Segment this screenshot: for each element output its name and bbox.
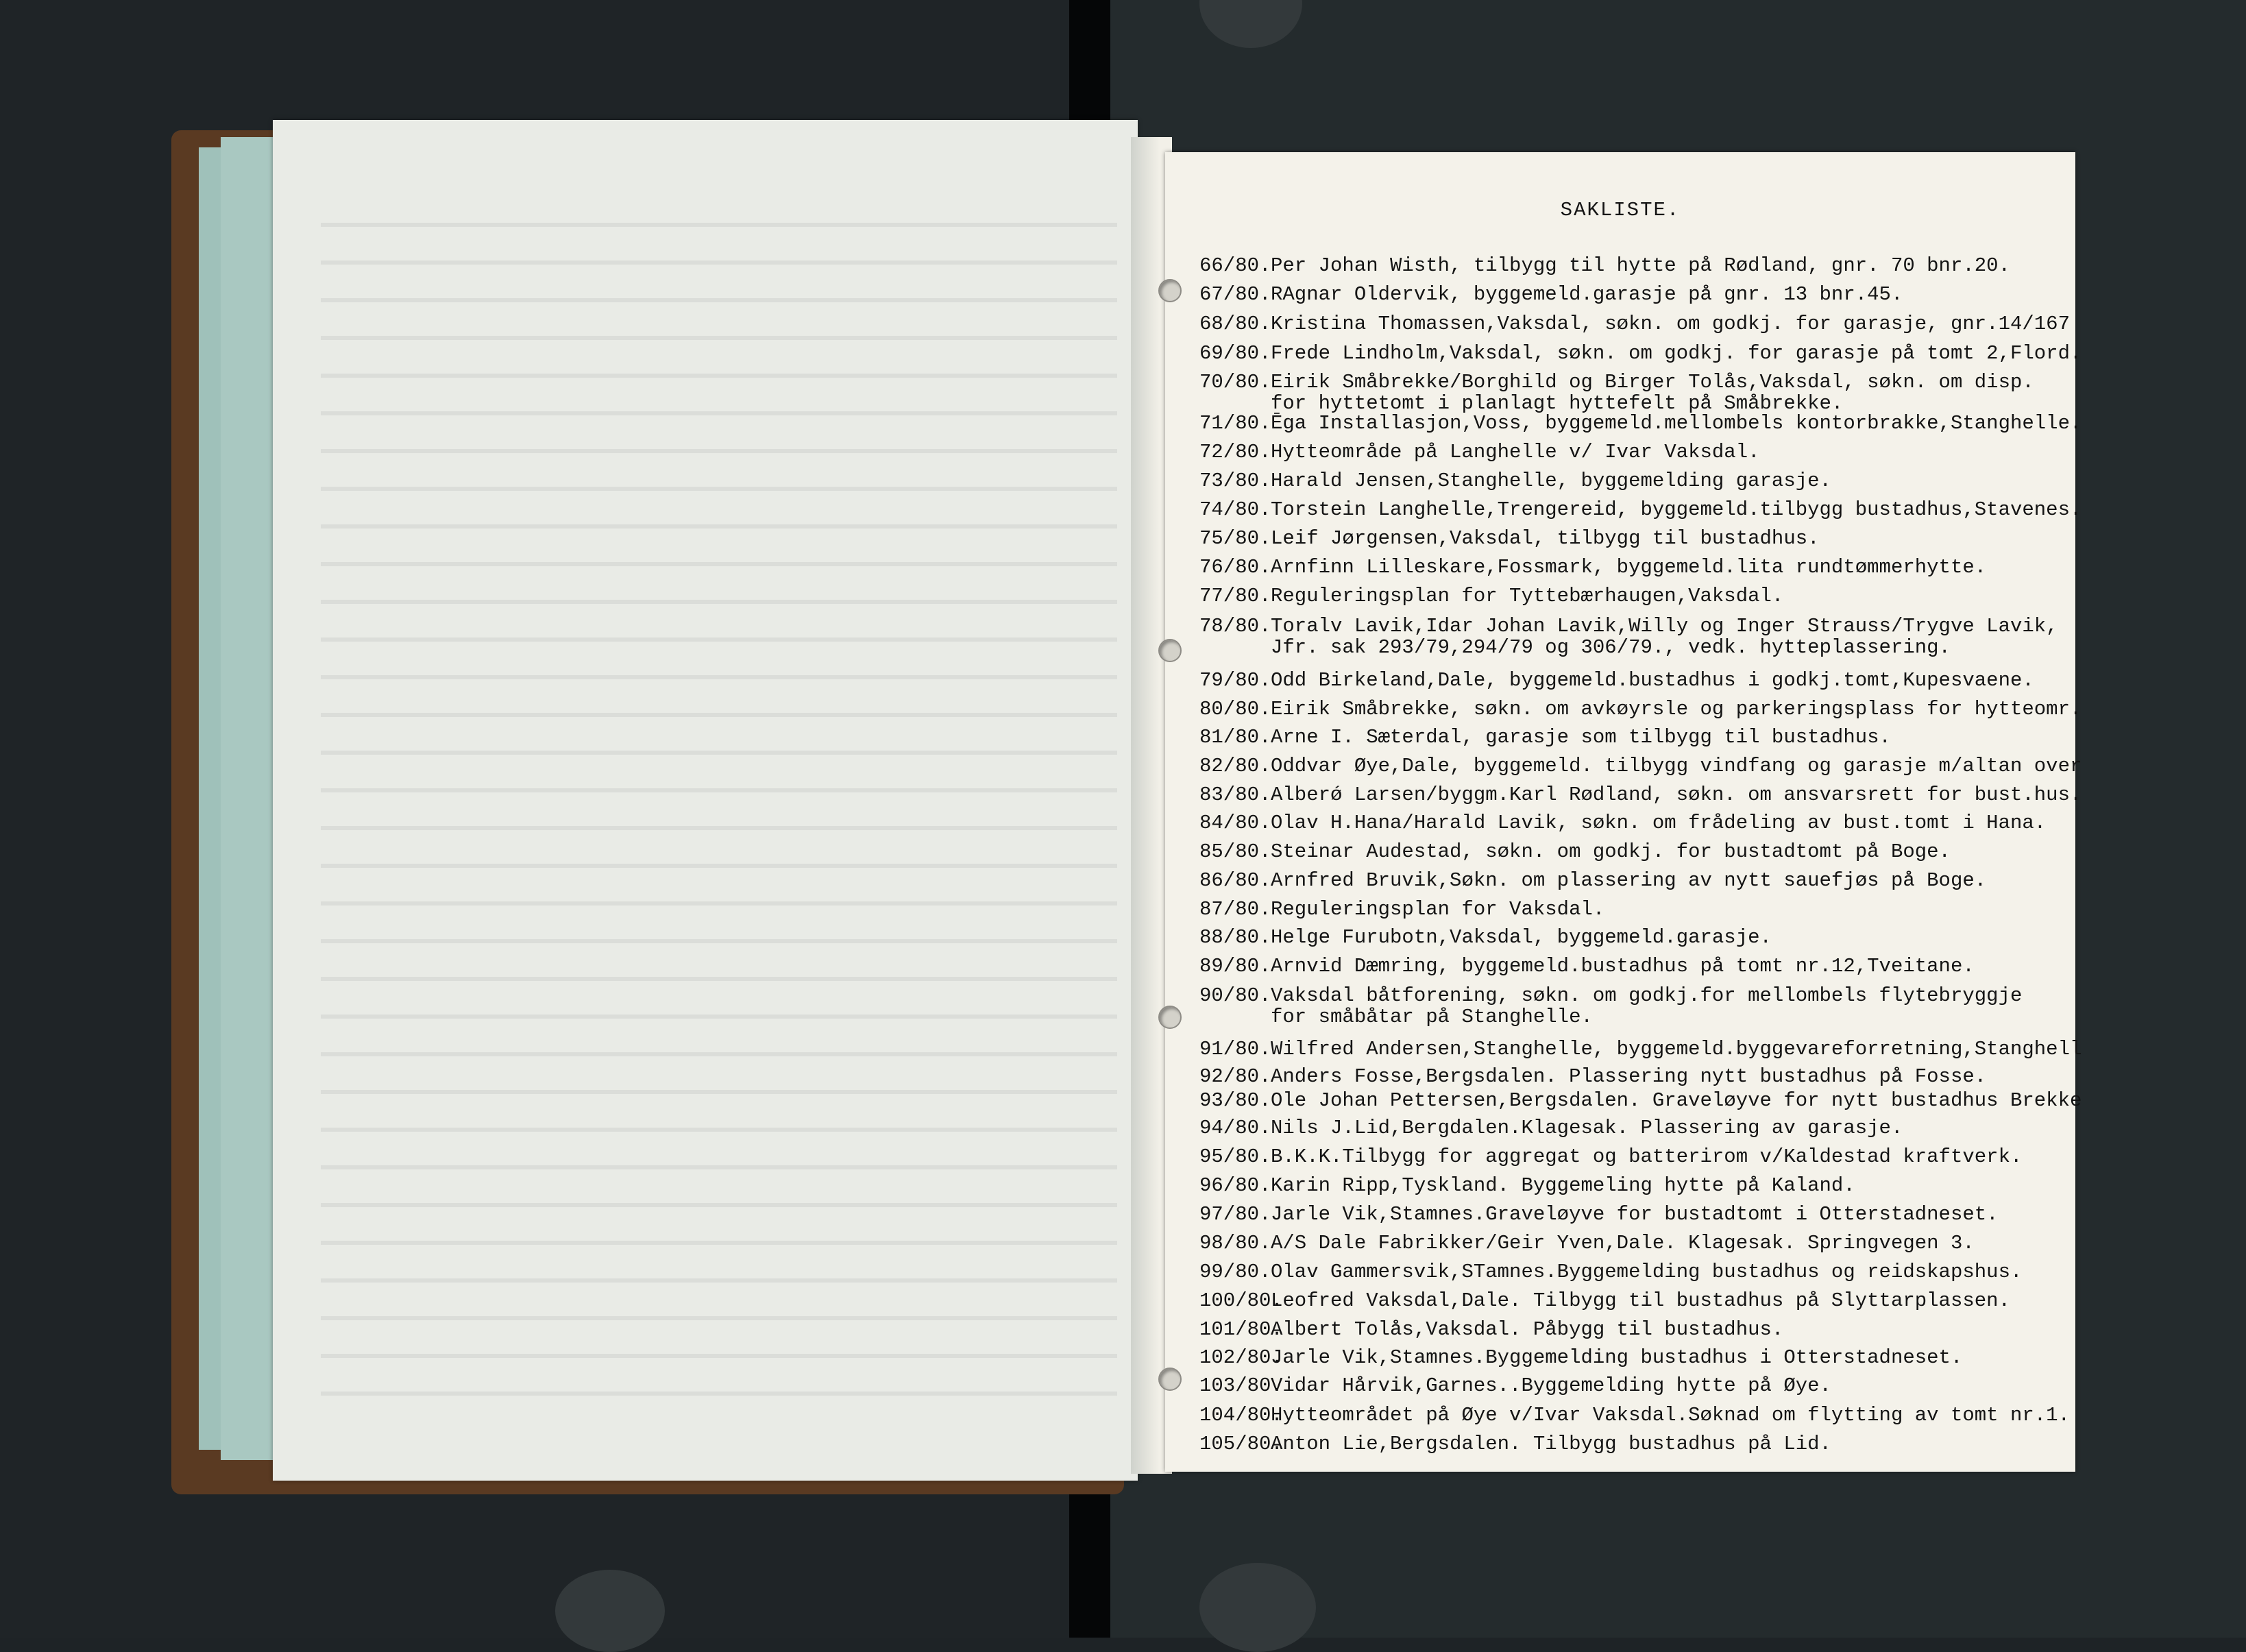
bleed-through-line — [321, 487, 1117, 491]
case-description: Olav H.Hana/Harald Lavik, søkn. om frådeling av bust.tomt i Hana. — [1271, 812, 2047, 834]
bleed-through-line — [321, 336, 1117, 340]
bleed-through-line — [321, 637, 1117, 642]
case-description: Wilfred Andersen,Stanghelle, byggemeld.byggevareforretning,Stanghell — [1271, 1038, 2082, 1060]
binder-hole — [1158, 279, 1182, 302]
case-description: Vaksdal båtforening, søkn. om godkj.for mellombels flytebryggje for småbåtar på Stanghelle. — [1271, 984, 2023, 1028]
case-description: Eirik Småbrekke, søkn. om avkøyrsle og parkeringsplass for hytteomr. — [1271, 698, 2082, 720]
case-item — [1199, 784, 2082, 806]
case-number: 94/80. — [1199, 1117, 1271, 1139]
case-item — [1199, 985, 2075, 1028]
bleed-through-line — [321, 1015, 1117, 1019]
bleed-through-line — [321, 1203, 1117, 1207]
case-item — [1199, 927, 2075, 948]
case-description: Arnfred Bruvik,Søkn. om plassering av nytt sauefjøs på Boge. — [1271, 869, 1987, 892]
binder-hole — [1158, 1368, 1182, 1391]
bleed-through-line — [321, 1241, 1117, 1245]
bleed-through-line — [321, 298, 1117, 302]
bleed-through-line — [321, 713, 1117, 717]
case-number: 95/80. — [1199, 1145, 1271, 1168]
case-description: Albert Tolås,Vaksdal. Påbygg til bustadhus. — [1271, 1318, 1784, 1341]
case-item — [1199, 755, 2082, 777]
case-description: Arnvid Dæmring, byggemeld.bustadhus på tomt nr.12,Tveitane. — [1271, 955, 1975, 977]
case-description: Reguleringsplan for Tyttebærhaugen,Vaksdal. — [1271, 585, 1784, 607]
case-item — [1199, 1433, 2075, 1455]
case-number: 73/80. — [1199, 470, 1271, 492]
case-item — [1199, 441, 2075, 463]
case-description: Karin Ripp,Tyskland. Byggemeling hytte på Kaland. — [1271, 1174, 1855, 1197]
case-item — [1199, 727, 2075, 748]
case-number: 74/80. — [1199, 498, 1271, 521]
case-item — [1199, 372, 2075, 414]
case-number: 103/80. — [1199, 1374, 1283, 1397]
case-description: B.K.K.Tilbygg for aggregat og batterirom v/Kaldestad kraftverk. — [1271, 1145, 2023, 1168]
case-number: 81/80. — [1199, 726, 1271, 749]
case-number: 69/80. — [1199, 342, 1271, 365]
case-description: Torstein Langhelle,Trengereid, byggemeld.tilbygg bustadhus,Stavenes. — [1271, 498, 2082, 521]
case-number: 78/80. — [1199, 615, 1271, 637]
case-number: 90/80. — [1199, 984, 1271, 1007]
case-description: Eirik Småbrekke/Borghild og Birger Tolås,Vaksdal, søkn. om disp. for hyttetomt i planlagt hyttefelt på Småbrekke. — [1271, 371, 2034, 415]
case-number: 93/80. — [1199, 1089, 1271, 1112]
case-item — [1199, 1347, 2075, 1368]
case-item — [1199, 585, 2075, 607]
binder-hole — [1158, 1006, 1182, 1029]
page-title: SAKLISTE. — [1560, 199, 1681, 221]
case-description: Reguleringsplan for Vaksdal. — [1271, 898, 1605, 921]
bleed-through-line — [321, 1052, 1117, 1056]
case-number: 99/80. — [1199, 1261, 1271, 1283]
bleed-through-line — [321, 864, 1117, 868]
case-item — [1199, 342, 2082, 365]
binder-hole — [1158, 639, 1182, 662]
case-number: 100/80. — [1199, 1289, 1283, 1312]
case-number: 82/80. — [1199, 755, 1271, 777]
case-item — [1199, 1204, 2075, 1225]
bleed-through-line — [321, 751, 1117, 755]
bleed-through-line — [321, 562, 1117, 566]
case-number: 77/80. — [1199, 585, 1271, 607]
case-item — [1199, 1117, 2075, 1139]
case-number: 104/80. — [1199, 1404, 1283, 1426]
case-item — [1199, 1375, 2075, 1396]
case-number: 97/80. — [1199, 1203, 1271, 1226]
case-number: 87/80. — [1199, 898, 1271, 921]
case-number: 72/80. — [1199, 441, 1271, 463]
case-item — [1199, 956, 2075, 977]
bleed-through-line — [321, 524, 1117, 529]
bleed-through-line — [321, 600, 1117, 604]
case-number: 79/80. — [1199, 669, 1271, 692]
case-item — [1199, 1319, 2075, 1340]
bleed-through-line — [321, 939, 1117, 943]
bleed-through-line — [321, 1354, 1117, 1358]
background-knob-bottom-right — [1199, 1563, 1316, 1652]
case-description: Jarle Vik,Stamnes.Graveløyve for bustadtomt i Otterstadneset. — [1271, 1203, 1999, 1226]
case-number: 86/80. — [1199, 869, 1271, 892]
case-number: 98/80. — [1199, 1232, 1271, 1254]
bleed-through-line — [321, 223, 1117, 227]
case-number: 101/80. — [1199, 1318, 1283, 1341]
case-item — [1199, 313, 2075, 335]
bleed-through-line — [321, 449, 1117, 453]
bleed-through-line — [321, 826, 1117, 830]
case-item — [1199, 412, 2082, 435]
case-number: 89/80. — [1199, 955, 1271, 977]
case-number: 102/80. — [1199, 1346, 1283, 1369]
case-item — [1199, 1261, 2075, 1283]
case-description: Vidar Hårvik,Garnes..Byggemelding hytte på Øye. — [1271, 1374, 1831, 1397]
case-item — [1199, 557, 2075, 578]
case-description: Olav Gammersvik,STamnes.Byggemelding bustadhus og reidskapshus. — [1271, 1261, 2023, 1283]
case-number: 76/80. — [1199, 556, 1271, 579]
case-item — [1199, 1066, 2075, 1087]
bleed-through-line — [321, 1316, 1117, 1320]
case-description: Ole Johan Pettersen,Bergsdalen. Graveløyve for nytt bustadhus Brekke — [1271, 1089, 2082, 1112]
case-number: 105/80. — [1199, 1433, 1283, 1455]
case-item — [1199, 1175, 2075, 1196]
case-item — [1199, 284, 2075, 305]
case-description: Helge Furubotn,Vaksdal, byggemeld.garasje. — [1271, 926, 1772, 949]
case-number: 71/80. — [1199, 412, 1271, 435]
case-description: Ēga Installasjon,Voss, byggemeld.mellombels kontorbrakke,Stanghelle. — [1271, 412, 2082, 435]
case-number: 68/80. — [1199, 313, 1271, 335]
case-description: Hytteområdet på Øye v/Ivar Vaksdal.Søknad om flytting av tomt nr.1. — [1271, 1404, 2070, 1426]
case-number: 84/80. — [1199, 812, 1271, 834]
bleed-through-line — [321, 1392, 1117, 1396]
case-number: 66/80. — [1199, 254, 1271, 277]
case-description: Harald Jensen,Stanghelle, byggemelding garasje. — [1271, 470, 1831, 492]
case-number: 70/80. — [1199, 371, 1271, 393]
bleed-through-line — [321, 1090, 1117, 1094]
case-item — [1199, 1405, 2075, 1426]
case-description: Leofred Vaksdal,Dale. Tilbygg til bustadhus på Slyttarplassen. — [1271, 1289, 2010, 1312]
case-number: 85/80. — [1199, 840, 1271, 863]
case-description: Nils J.Lid,Bergdalen.Klagesak. Plassering av garasje. — [1271, 1117, 1903, 1139]
case-description: Oddvar Øye,Dale, byggemeld. tilbygg vindfang og garasje m/altan over — [1271, 755, 2082, 777]
case-description: Odd Birkeland,Dale, byggemeld.bustadhus i godkj.tomt,Kupesvaene. — [1271, 669, 2034, 692]
case-number: 96/80. — [1199, 1174, 1271, 1197]
case-item — [1199, 1290, 2075, 1311]
background-knob-bottom-left — [555, 1570, 665, 1652]
case-number: 92/80. — [1199, 1065, 1271, 1088]
case-item — [1199, 670, 2075, 691]
case-number: 88/80. — [1199, 926, 1271, 949]
case-item — [1199, 616, 2075, 658]
case-description: Leif Jørgensen,Vaksdal, tilbygg til bustadhus. — [1271, 527, 1820, 550]
case-item — [1199, 870, 2075, 891]
bleed-through-line — [321, 374, 1117, 378]
case-description: Arne I. Sæterdal, garasje som tilbygg til bustadhus. — [1271, 726, 1891, 749]
left-page-reverse-side — [273, 120, 1138, 1481]
right-page — [1165, 152, 2082, 1472]
case-item — [1199, 255, 2075, 276]
case-item — [1199, 698, 2082, 720]
case-item — [1199, 899, 2075, 920]
bleed-through-line — [321, 260, 1117, 265]
case-description: RAgnar Oldervik, byggemeld.garasje på gnr. 13 bnr.45. — [1271, 283, 1903, 306]
case-item — [1199, 1232, 2075, 1254]
case-description: Jarle Vik,Stamnes.Byggemelding bustadhus i Otterstadneset. — [1271, 1346, 1963, 1369]
case-number: 91/80. — [1199, 1038, 1271, 1060]
case-description: Hytteområde på Langhelle v/ Ivar Vaksdal. — [1271, 441, 1760, 463]
case-description: Anders Fosse,Bergsdalen. Plassering nytt bustadhus på Fosse. — [1271, 1065, 1987, 1088]
bleed-through-line — [321, 1165, 1117, 1169]
case-item — [1199, 812, 2075, 834]
case-item — [1199, 498, 2082, 521]
case-description: A/S Dale Fabrikker/Geir Yven,Dale. Klagesak. Springvegen 3. — [1271, 1232, 1975, 1254]
case-number: 67/80. — [1199, 283, 1271, 306]
bleed-through-line — [321, 788, 1117, 792]
bleed-through-line — [321, 1278, 1117, 1283]
bleed-through-line — [321, 411, 1117, 415]
case-description: Frede Lindholm,Vaksdal, søkn. om godkj. for garasje på tomt 2,Flord. — [1271, 342, 2082, 365]
bleed-through-line — [321, 977, 1117, 981]
case-description: Alberǿ Larsen/byggm.Karl Rødland, søkn. om ansvarsrett for bust.hus. — [1271, 784, 2082, 806]
case-item — [1199, 1146, 2075, 1167]
case-item — [1199, 528, 2075, 549]
case-number: 83/80. — [1199, 784, 1271, 806]
case-number: 75/80. — [1199, 527, 1271, 550]
case-item — [1199, 841, 2075, 862]
case-description: Toralv Lavik,Idar Johan Lavik,Willy og Inger Strauss/Trygve Lavik, Jfr. sak 293/79,294/79 og 306/79., vedk. hytteplassering. — [1271, 615, 2058, 659]
case-description: Arnfinn Lilleskare,Fossmark, byggemeld.lita rundtømmerhytte. — [1271, 556, 1987, 579]
bleed-through-line — [321, 901, 1117, 906]
case-item — [1199, 470, 2075, 491]
case-item — [1199, 1038, 2082, 1060]
case-item — [1199, 1089, 2082, 1112]
bleed-through-line — [321, 1128, 1117, 1132]
case-description: Steinar Audestad, søkn. om godkj. for bustadtomt på Boge. — [1271, 840, 1951, 863]
case-description: Kristina Thomassen,Vaksdal, søkn. om godkj. for garasje, gnr.14/167 — [1271, 313, 2070, 335]
case-number: 80/80. — [1199, 698, 1271, 720]
case-description: Anton Lie,Bergsdalen. Tilbygg bustadhus på Lid. — [1271, 1433, 1831, 1455]
case-description: Per Johan Wisth, tilbygg til hytte på Rødland, gnr. 70 bnr.20. — [1271, 254, 2010, 277]
bleed-through-line — [321, 675, 1117, 679]
